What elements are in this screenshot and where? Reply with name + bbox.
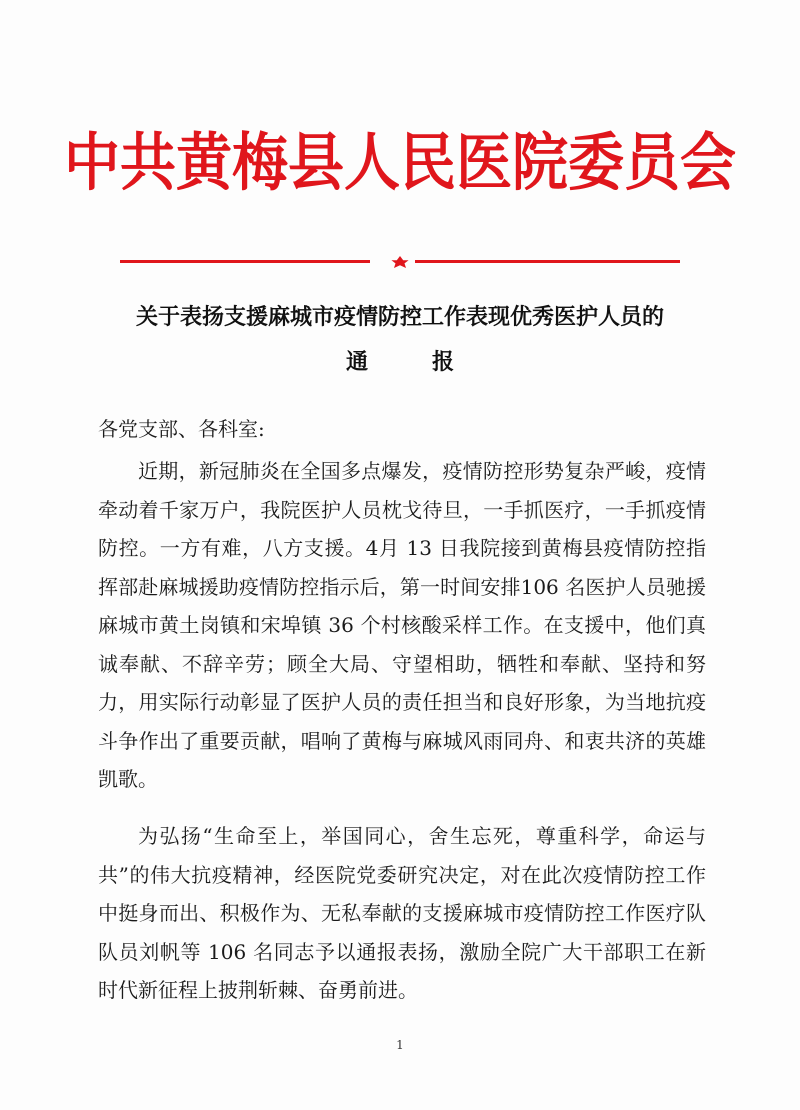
- notice-title-word-1: 通: [345, 350, 368, 375]
- organization-header: 中共黄梅县人民医院委员会: [64, 125, 736, 200]
- body-paragraph-2: 为弘扬“生命至上，举国同心，舍生忘死，尊重科学，命运与共”的伟大抗疫精神，经医院党委研究决定，对在此次疫情防控工作中挺身而出、积极作为、无私奉献的支援麻城市疫情防控工作医疗队队员刘帆等 106 名同志予以通报表扬，激励全院广大干部职工在新时代新征程上披荆斩棘、奋勇前进。: [98, 824, 706, 1002]
- notice-title-line1: 关于表扬支援麻城市疫情防控工作表现优秀医护人员的: [135, 305, 664, 330]
- red-divider: [120, 256, 680, 268]
- red-star-icon: [391, 256, 408, 268]
- body-paragraph-1: 近期，新冠肺炎在全国多点爆发，疫情防控形势复杂严峻，疫情牵动着千家万户，我院医护人员枕戈待旦，一手抓医疗，一手抓疫情防控。一方有难，八方支援。4月 13 日我院接到黄梅县疫情防控指挥部赴麻城援助疫情防控指示后，第一时间安排106 名医护人员驰援麻城市黄土岗镇和宋埠镇 36 个村核酸采样工作。在支援中，他们真诚奉献、不辞辛劳；顾全大局、守望相助，牺牲和奉献、坚持和努力，用实际行动彰显了医护人员的责任担当和良好形象，为当地抗疫斗争作出了重要贡献，唱响了黄梅与麻城风雨同舟、和衷共济的英雄凯歌。: [98, 459, 706, 791]
- salutation: 各党支部、各科室:: [98, 417, 265, 441]
- page-number: 1: [396, 1038, 404, 1052]
- red-divider-right-line: [415, 260, 680, 263]
- notice-title-line2: [0, 345, 800, 376]
- notice-title-word-2: 报: [432, 350, 455, 375]
- red-divider-left-line: [120, 260, 370, 263]
